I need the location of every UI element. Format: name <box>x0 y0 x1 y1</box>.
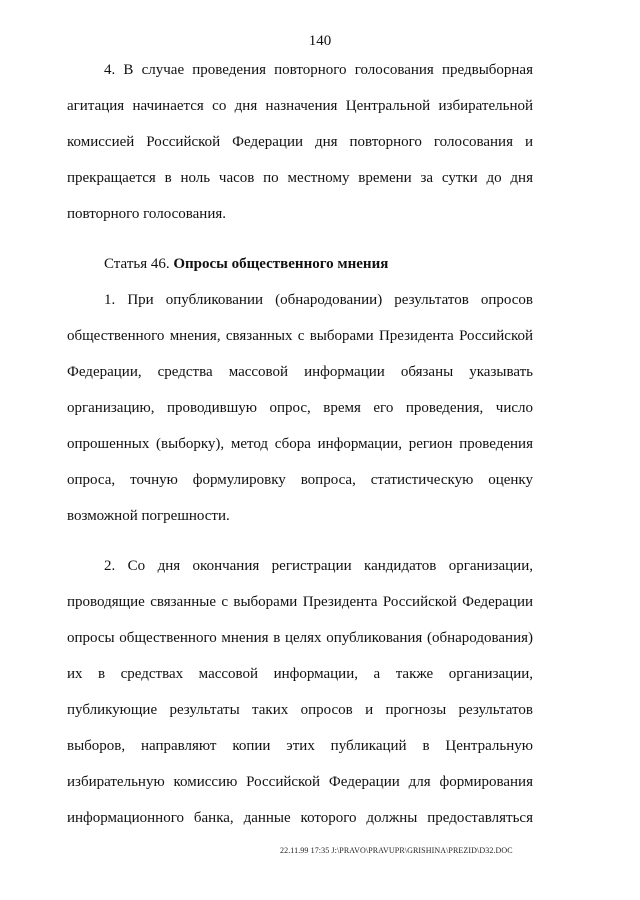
paragraph-line: опрошенных (выборку), метод сбора информации, регион проведения <box>67 436 533 452</box>
paragraph-line: опроса, точную формулировку вопроса, статистическую оценку <box>67 472 533 488</box>
article-title: Опросы общественного мнения <box>173 256 389 272</box>
paragraph-line: общественного мнения, связанных с выборами Президента Российской <box>67 328 533 344</box>
spacer <box>67 232 533 246</box>
file-path-footer: 22.11.99 17:35 J:\PRAVO\PRAVUPR\GRISHINA\PREZID\D32.DOC <box>280 846 513 855</box>
paragraph-1 <box>67 282 533 534</box>
paragraph-4 <box>67 52 533 232</box>
paragraph-line: проводящие связанные с выборами Президента Российской Федерации <box>67 594 533 610</box>
paragraph-line: избирательную комиссию Российской Федерации для формирования <box>67 774 533 790</box>
paragraph-line: агитация начинается со дня назначения Центральной избирательной <box>67 98 533 114</box>
paragraph-line: Федерации, средства массовой информации обязаны указывать <box>67 364 533 380</box>
article-heading <box>67 246 533 282</box>
article-prefix: Статья 46. <box>104 256 174 272</box>
paragraph-line: повторного голосования. <box>67 206 226 222</box>
paragraph-line: 2. Со дня окончания регистрации кандидатов организации, <box>104 558 533 574</box>
paragraph-line: возможной погрешности. <box>67 508 230 524</box>
paragraph-line: комиссией Российской Федерации дня повторного голосования и <box>67 134 533 150</box>
document-body <box>67 52 533 836</box>
spacer <box>67 534 533 548</box>
paragraph-line: опросы общественного мнения в целях опубликования (обнародования) <box>67 630 533 646</box>
paragraph-line: публикующие результаты таких опросов и прогнозы результатов <box>67 702 533 718</box>
paragraph-line: прекращается в ноль часов по местному времени за сутки до дня <box>67 170 533 186</box>
paragraph-line: их в средствах массовой информации, а также организации, <box>67 666 533 682</box>
paragraph-line: информационного банка, данные которого должны предоставляться <box>67 810 533 826</box>
paragraph-line: организацию, проводившую опрос, время его проведения, число <box>67 400 533 416</box>
paragraph-line: 4. В случае проведения повторного голосования предвыборная <box>104 62 533 78</box>
paragraph-line: 1. При опубликовании (обнародовании) результатов опросов <box>104 292 533 308</box>
paragraph-2 <box>67 548 533 836</box>
paragraph-line: выборов, направляют копии этих публикаций в Центральную <box>67 738 533 754</box>
page-number: 140 <box>308 33 332 49</box>
